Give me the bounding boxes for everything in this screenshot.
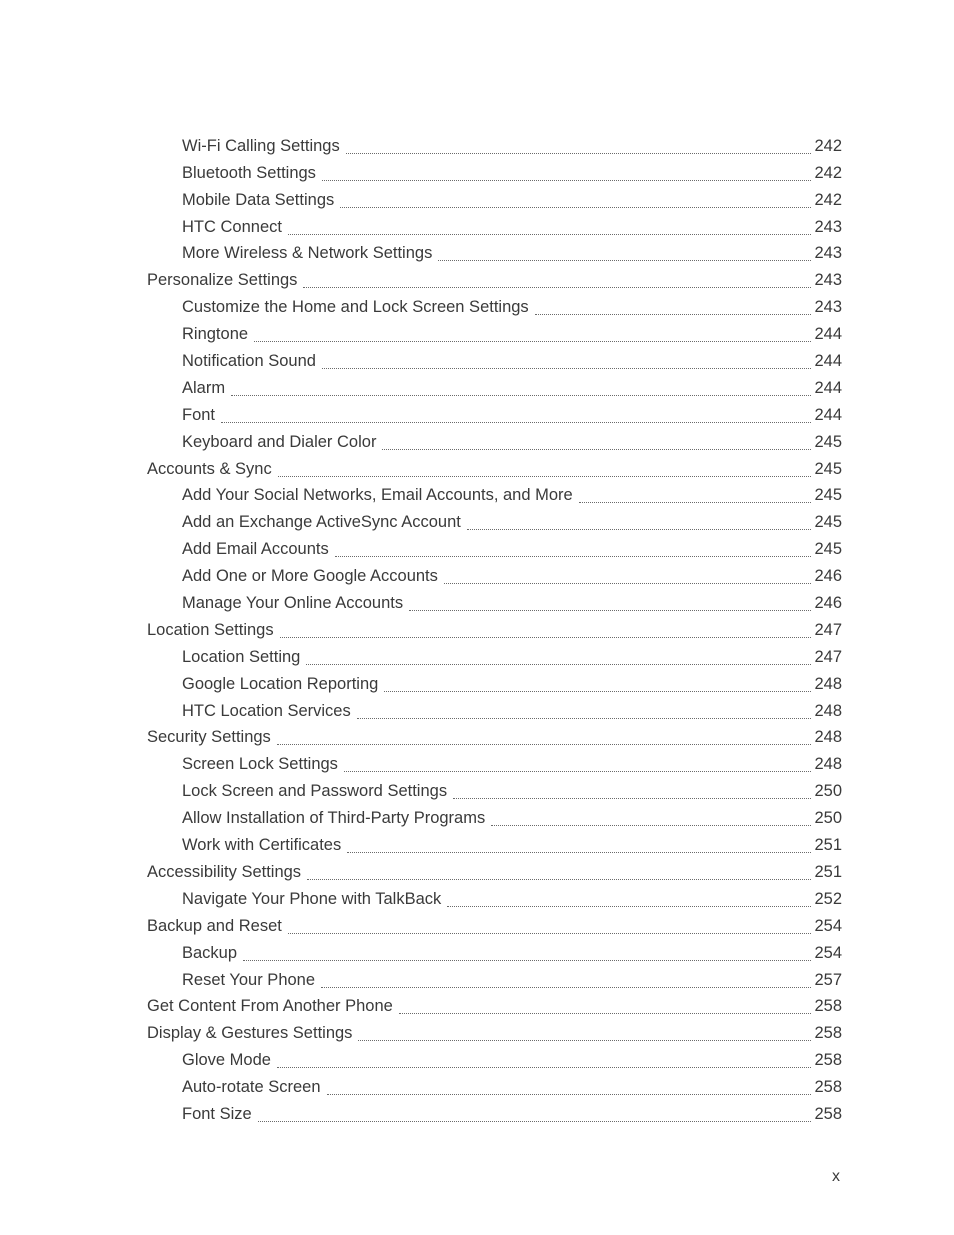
toc-entry-page-number: 250 xyxy=(814,809,842,828)
toc-entry-title: Font Size xyxy=(182,1104,252,1123)
toc-subsection-entry[interactable] xyxy=(0,965,842,992)
toc-entry-title: Location Settings xyxy=(147,620,274,639)
toc-subsection-entry[interactable] xyxy=(0,938,842,965)
toc-dot-leader xyxy=(243,959,811,961)
toc-subsection-entry[interactable] xyxy=(0,427,842,454)
toc-subsection-entry[interactable] xyxy=(0,400,842,427)
toc-subsection-entry[interactable] xyxy=(0,346,842,373)
toc-section-entry[interactable] xyxy=(0,265,842,292)
toc-entry-title: Bluetooth Settings xyxy=(182,163,316,182)
toc-entry-title: Security Settings xyxy=(147,728,271,747)
toc-dot-leader xyxy=(399,1012,812,1014)
toc-section-entry[interactable] xyxy=(0,454,842,481)
toc-entry-title: Add an Exchange ActiveSync Account xyxy=(182,513,461,532)
toc-entry-title: Backup and Reset xyxy=(147,916,282,935)
toc-entry-page-number: 247 xyxy=(814,647,842,666)
toc-entry-title: Lock Screen and Password Settings xyxy=(182,782,448,801)
toc-dot-leader xyxy=(306,663,811,665)
toc-dot-leader xyxy=(357,717,812,719)
toc-entry-page-number: 251 xyxy=(814,836,842,855)
toc-entry-title: Add One or More Google Accounts xyxy=(182,567,438,586)
toc-subsection-entry[interactable] xyxy=(0,131,842,158)
toc-dot-leader xyxy=(254,340,811,342)
toc-entry-page-number: 258 xyxy=(814,1024,842,1043)
toc-section-entry[interactable] xyxy=(0,911,842,938)
toc-dot-leader xyxy=(307,878,811,880)
toc-entry-page-number: 252 xyxy=(814,889,842,908)
toc-dot-leader xyxy=(346,152,812,154)
toc-entry-title: Auto-rotate Screen xyxy=(182,1078,321,1097)
toc-subsection-entry[interactable] xyxy=(0,561,842,588)
toc-entry-title: Accounts & Sync xyxy=(147,459,272,478)
toc-dot-leader xyxy=(447,905,811,907)
toc-entry-page-number: 244 xyxy=(814,405,842,424)
toc-dot-leader xyxy=(438,259,811,261)
toc-subsection-entry[interactable] xyxy=(0,1045,842,1072)
toc-subsection-entry[interactable] xyxy=(0,292,842,319)
toc-entry-title: Display & Gestures Settings xyxy=(147,1024,353,1043)
toc-entry-page-number: 258 xyxy=(814,1078,842,1097)
toc-dot-leader xyxy=(340,206,811,208)
toc-entry-page-number: 248 xyxy=(814,728,842,747)
toc-dot-leader xyxy=(322,179,812,181)
toc-dot-leader xyxy=(277,743,812,745)
toc-dot-leader xyxy=(467,528,812,530)
toc-subsection-entry[interactable] xyxy=(0,158,842,185)
toc-section-entry[interactable] xyxy=(0,723,842,750)
toc-dot-leader xyxy=(280,636,812,638)
toc-entry-page-number: 258 xyxy=(814,997,842,1016)
toc-entry-page-number: 248 xyxy=(814,701,842,720)
toc-dot-leader xyxy=(335,555,812,557)
toc-entry-page-number: 244 xyxy=(814,378,842,397)
toc-entry-page-number: 245 xyxy=(814,486,842,505)
toc-dot-leader xyxy=(303,286,811,288)
toc-entry-page-number: 246 xyxy=(814,594,842,613)
toc-entry-title: Location Setting xyxy=(182,647,301,666)
toc-entry-title: Notification Sound xyxy=(182,352,316,371)
toc-entry-page-number: 243 xyxy=(814,298,842,317)
toc-dot-leader xyxy=(258,1120,812,1122)
toc-entry-title: Font xyxy=(182,405,216,424)
toc-dot-leader xyxy=(382,448,811,450)
toc-entry-title: Get Content From Another Phone xyxy=(147,997,393,1016)
toc-section-entry[interactable] xyxy=(0,992,842,1019)
toc-dot-leader xyxy=(221,421,811,423)
toc-dot-leader xyxy=(321,986,811,988)
toc-entry-page-number: 254 xyxy=(814,943,842,962)
toc-dot-leader xyxy=(409,609,811,611)
toc-dot-leader xyxy=(327,1093,812,1095)
toc-entry-title: Navigate Your Phone with TalkBack xyxy=(182,889,442,908)
toc-subsection-entry[interactable] xyxy=(0,373,842,400)
toc-entry-title: Wi-Fi Calling Settings xyxy=(182,136,340,155)
toc-entry-page-number: 248 xyxy=(814,755,842,774)
toc-section-entry[interactable] xyxy=(0,857,842,884)
toc-subsection-entry[interactable] xyxy=(0,212,842,239)
toc-entry-title: Backup xyxy=(182,943,238,962)
toc-entry-page-number: 250 xyxy=(814,782,842,801)
toc-dot-leader xyxy=(579,501,812,503)
toc-entry-page-number: 248 xyxy=(814,674,842,693)
toc-entry-page-number: 246 xyxy=(814,567,842,586)
toc-subsection-entry[interactable] xyxy=(0,1099,842,1126)
toc-entry-title: Keyboard and Dialer Color xyxy=(182,432,377,451)
toc-subsection-entry[interactable] xyxy=(0,669,842,696)
table-of-contents xyxy=(0,131,954,1126)
toc-entry-page-number: 245 xyxy=(814,513,842,532)
toc-entry-title: Add Your Social Networks, Email Accounts, and More xyxy=(182,486,573,505)
toc-subsection-entry[interactable] xyxy=(0,507,842,534)
toc-entry-title: Work with Certificates xyxy=(182,836,342,855)
toc-subsection-entry[interactable] xyxy=(0,776,842,803)
toc-entry-page-number: 243 xyxy=(814,244,842,263)
toc-entry-page-number: 242 xyxy=(814,136,842,155)
page-number: x xyxy=(832,1168,840,1185)
toc-entry-title: Personalize Settings xyxy=(147,271,298,290)
toc-subsection-entry[interactable] xyxy=(0,588,842,615)
toc-entry-page-number: 251 xyxy=(814,862,842,881)
toc-entry-title: Screen Lock Settings xyxy=(182,755,338,774)
toc-entry-page-number: 254 xyxy=(814,916,842,935)
toc-subsection-entry[interactable] xyxy=(0,319,842,346)
toc-entry-title: Google Location Reporting xyxy=(182,674,379,693)
toc-entry-title: Allow Installation of Third-Party Programs xyxy=(182,809,486,828)
toc-entry-title: Alarm xyxy=(182,378,226,397)
toc-entry-title: Accessibility Settings xyxy=(147,862,302,881)
toc-dot-leader xyxy=(344,770,812,772)
toc-subsection-entry[interactable] xyxy=(0,696,842,723)
toc-entry-title: Reset Your Phone xyxy=(182,970,316,989)
toc-entry-page-number: 244 xyxy=(814,352,842,371)
toc-subsection-entry[interactable] xyxy=(0,642,842,669)
toc-subsection-entry[interactable] xyxy=(0,481,842,508)
toc-entry-page-number: 242 xyxy=(814,163,842,182)
toc-subsection-entry[interactable] xyxy=(0,1072,842,1099)
toc-entry-page-number: 247 xyxy=(814,620,842,639)
toc-entry-page-number: 243 xyxy=(814,217,842,236)
toc-entry-title: Mobile Data Settings xyxy=(182,190,335,209)
toc-dot-leader xyxy=(384,690,811,692)
toc-entry-title: Manage Your Online Accounts xyxy=(182,594,404,613)
toc-entry-page-number: 244 xyxy=(814,325,842,344)
toc-subsection-entry[interactable] xyxy=(0,803,842,830)
toc-entry-page-number: 245 xyxy=(814,432,842,451)
toc-dot-leader xyxy=(288,233,812,235)
toc-entry-title: More Wireless & Network Settings xyxy=(182,244,433,263)
toc-dot-leader xyxy=(535,313,812,315)
toc-dot-leader xyxy=(444,582,812,584)
toc-entry-page-number: 257 xyxy=(814,970,842,989)
toc-section-entry[interactable] xyxy=(0,1018,842,1045)
toc-dot-leader xyxy=(358,1039,811,1041)
toc-entry-page-number: 245 xyxy=(814,459,842,478)
toc-entry-page-number: 258 xyxy=(814,1104,842,1123)
toc-entry-title: Add Email Accounts xyxy=(182,540,329,559)
toc-entry-title: Ringtone xyxy=(182,325,249,344)
toc-dot-leader xyxy=(491,824,811,826)
toc-entry-page-number: 243 xyxy=(814,271,842,290)
toc-dot-leader xyxy=(277,1066,812,1068)
toc-subsection-entry[interactable] xyxy=(0,749,842,776)
toc-subsection-entry[interactable] xyxy=(0,534,842,561)
toc-entry-title: Customize the Home and Lock Screen Settings xyxy=(182,298,529,317)
toc-entry-title: HTC Connect xyxy=(182,217,282,236)
toc-subsection-entry[interactable] xyxy=(0,884,842,911)
toc-dot-leader xyxy=(347,851,811,853)
toc-entry-page-number: 245 xyxy=(814,540,842,559)
toc-subsection-entry[interactable] xyxy=(0,239,842,266)
toc-dot-leader xyxy=(278,475,812,477)
toc-entry-page-number: 242 xyxy=(814,190,842,209)
toc-entry-page-number: 258 xyxy=(814,1051,842,1070)
toc-subsection-entry[interactable] xyxy=(0,185,842,212)
toc-dot-leader xyxy=(288,932,812,934)
toc-section-entry[interactable] xyxy=(0,615,842,642)
toc-dot-leader xyxy=(231,394,811,396)
toc-entry-title: Glove Mode xyxy=(182,1051,271,1070)
toc-subsection-entry[interactable] xyxy=(0,830,842,857)
toc-dot-leader xyxy=(322,367,812,369)
toc-entry-title: HTC Location Services xyxy=(182,701,351,720)
toc-dot-leader xyxy=(453,797,811,799)
